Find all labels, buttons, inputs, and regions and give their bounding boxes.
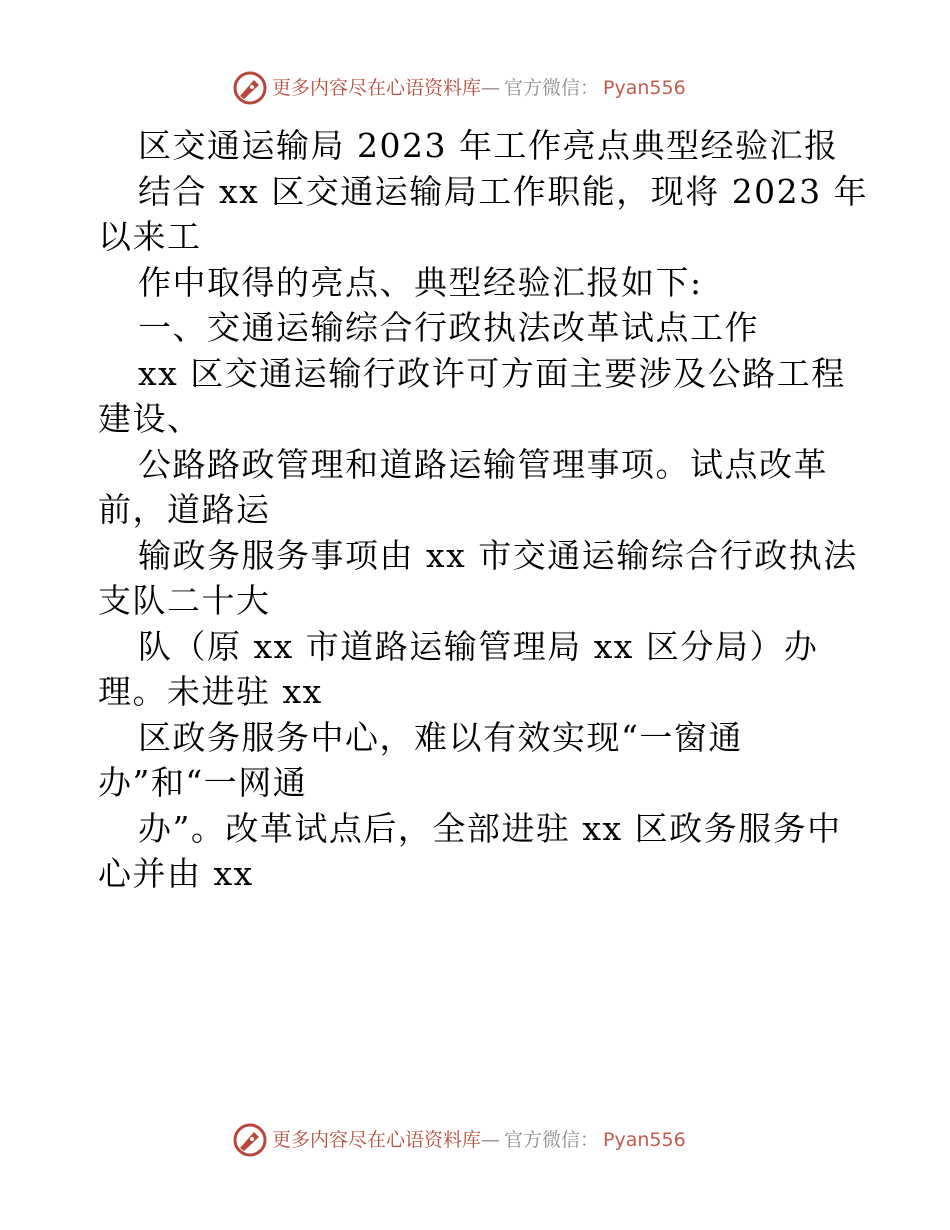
banner-text	[272, 77, 686, 99]
paragraph-line: 区政务服务中心，难以有效实现“一窗通	[138, 717, 743, 757]
banner-text-a: 更多内容尽在心语资料库	[272, 1129, 482, 1151]
paragraph-line: 作中取得的亮点、典型经验汇报如下:	[138, 262, 703, 302]
pen-nib-logo-icon	[232, 70, 268, 106]
pen-nib-logo-icon	[232, 1122, 268, 1158]
paragraph-line: 心并由 xx	[98, 854, 254, 893]
banner-text-a: 更多内容尽在心语资料库	[272, 77, 482, 99]
paragraph-line: 结合 xx 区交通运输局工作职能，现将 2023 年	[138, 171, 869, 211]
paragraph-line: 理。未进驻 xx	[98, 672, 323, 711]
paragraph-line: 建设、	[98, 399, 202, 438]
banner-text-b: 官方微信：	[504, 77, 600, 99]
banner-text-b: 官方微信：	[504, 1129, 600, 1151]
document-body	[98, 123, 869, 897]
paragraph-line: 支队二十大	[98, 581, 271, 620]
banner-dash: —	[481, 77, 501, 99]
document-title: 区交通运输局 2023 年工作亮点典型经验汇报	[138, 126, 839, 165]
paragraph-line: 队（原 xx 市道路运输管理局 xx 区分局）办	[138, 626, 819, 666]
paragraph-line: 以来工	[98, 217, 202, 256]
footer-banner	[0, 1120, 950, 1160]
banner-text	[272, 1129, 686, 1151]
paragraph-line: 输政务服务事项由 xx 市交通运输综合行政执法	[138, 535, 858, 575]
banner-id: Pyan556	[603, 77, 686, 99]
header-banner	[0, 68, 950, 108]
paragraph-line: xx 区交通运输行政许可方面主要涉及公路工程	[138, 353, 846, 393]
banner-dash: —	[481, 1129, 501, 1151]
section-heading: 一、交通运输综合行政执法改革试点工作	[138, 308, 759, 347]
banner-id: Pyan556	[603, 1129, 686, 1151]
paragraph-line: 办”和“一网通	[98, 763, 308, 802]
paragraph-line: 前，道路运	[98, 490, 271, 529]
paragraph-line: 公路路政管理和道路运输管理事项。试点改革	[138, 444, 828, 484]
paragraph-line: 办”。改革试点后，全部进驻 xx 区政务服务中	[138, 808, 842, 848]
